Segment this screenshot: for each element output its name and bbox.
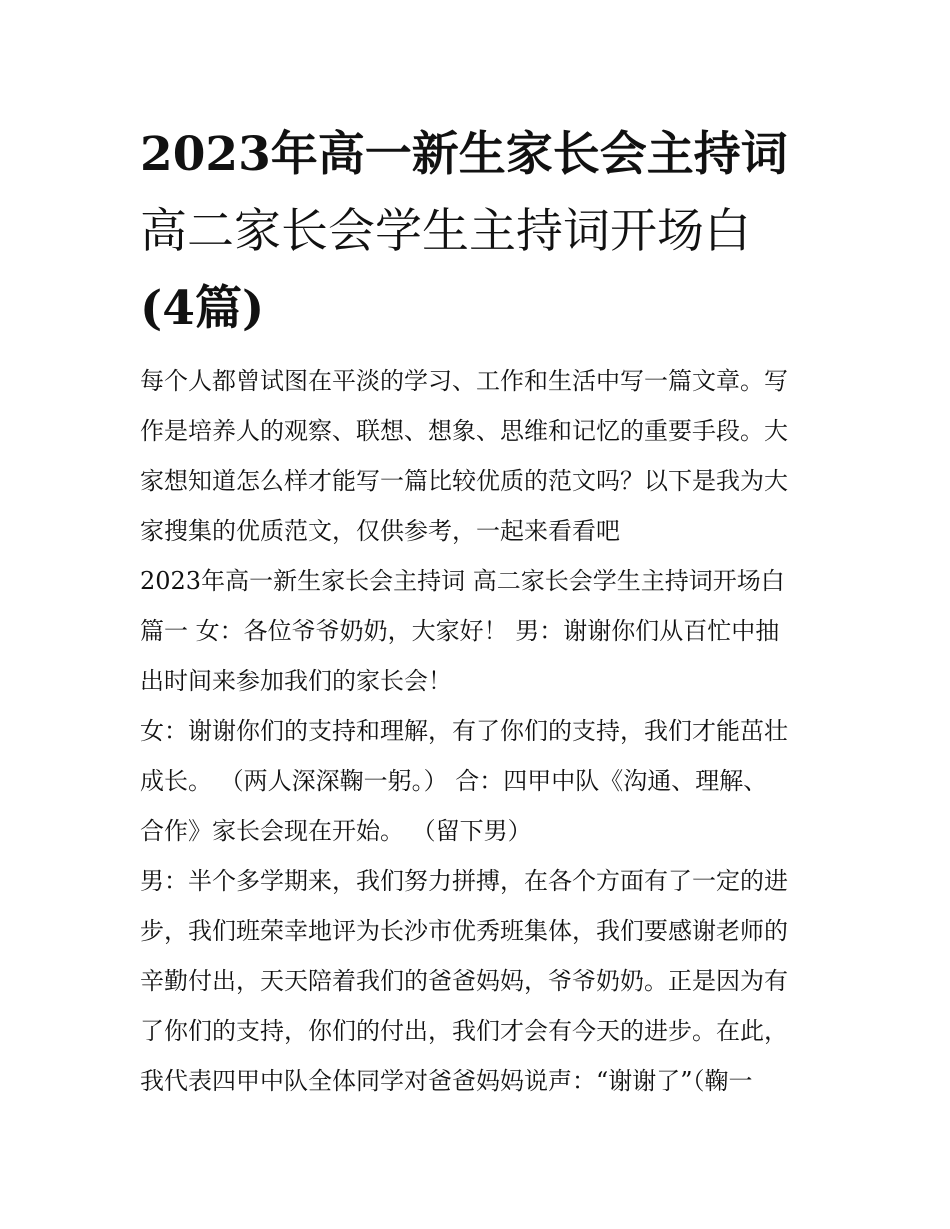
- text-line: 女：谢谢你们的支持和理解，有了你们的支持，我们才能茁壮: [140, 717, 788, 745]
- text-line: 出时间来参加我们的家长会！: [140, 667, 452, 695]
- paragraph-intro: [140, 356, 820, 556]
- text-line: 家想知道怎么样才能写一篇比较优质的范文吗？以下是我为大: [140, 467, 788, 495]
- paragraph-dialogue-male: [140, 856, 820, 1106]
- paragraph-dialogue-female: [140, 706, 820, 856]
- title-line-3: (4篇): [140, 281, 265, 336]
- text-line: 我代表四甲中队全体同学对爸爸妈妈说声：“谢谢了”（鞠一: [140, 1067, 753, 1095]
- text-line: 成长。 （两人深深鞠一躬。） 合：四甲中队《沟通、理解、: [140, 767, 768, 795]
- document-title: [140, 116, 830, 347]
- text-line: 篇一 女：各位爷爷奶奶，大家好！ 男：谢谢你们从百忙中抽: [140, 617, 780, 645]
- title-line-2: 高二家长会学生主持词开场白: [140, 204, 751, 259]
- text-line: 每个人都曾试图在平淡的学习、工作和生活中写一篇文章。写: [140, 367, 788, 395]
- text-line: 步，我们班荣幸地评为长沙市优秀班集体，我们要感谢老师的: [140, 917, 788, 945]
- text-line: 2023年高一新生家长会主持词 高二家长会学生主持词开场白: [140, 567, 785, 595]
- text-line: 作是培养人的观察、联想、想象、思维和记忆的重要手段。大: [140, 417, 788, 445]
- document-body: [140, 356, 820, 1106]
- text-line: 男：半个多学期来，我们努力拼搏，在各个方面有了一定的进: [140, 867, 788, 895]
- title-line-1: 2023年高一新生家长会主持词: [140, 127, 788, 182]
- text-line: 合作》家长会现在开始。 （留下男）: [140, 817, 532, 845]
- text-line: 家搜集的优质范文，仅供参考，一起来看看吧: [140, 517, 620, 545]
- text-line: 了你们的支持，你们的付出，我们才会有今天的进步。在此，: [140, 1017, 788, 1045]
- paragraph-section-heading: [140, 556, 820, 706]
- text-line: 辛勤付出，天天陪着我们的爸爸妈妈，爷爷奶奶。正是因为有: [140, 967, 788, 995]
